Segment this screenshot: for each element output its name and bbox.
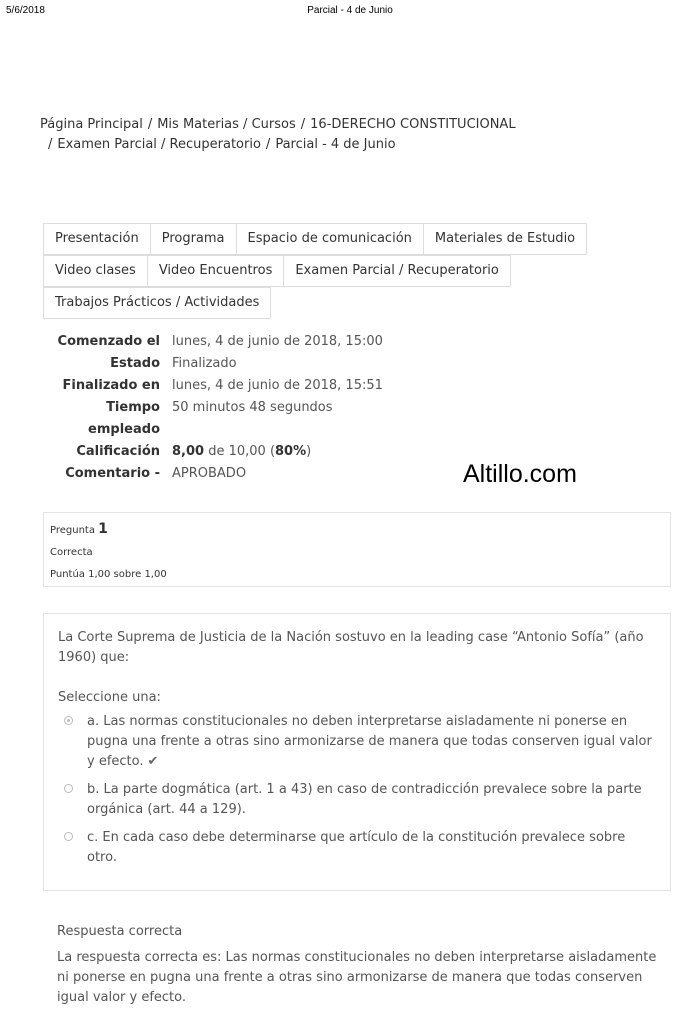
tab-examen[interactable]: Examen Parcial / Recuperatorio: [283, 255, 511, 287]
breadcrumb-courses[interactable]: Mis Materias / Cursos: [157, 117, 296, 132]
print-header: [0, 0, 700, 20]
tab-row: [43, 223, 643, 255]
grade-percent: 80%: [275, 444, 307, 459]
state-value: Finalizado: [172, 356, 237, 371]
breadcrumb: [40, 115, 560, 155]
question-score: Puntúa 1,00 sobre 1,00: [50, 569, 167, 580]
tab-row: [43, 255, 643, 287]
state-label: Estado: [110, 356, 160, 371]
time-label-line1: Tiempo: [106, 400, 160, 415]
course-tabs: [43, 223, 643, 319]
print-title: Parcial - 4 de Junio: [307, 5, 393, 16]
question-number-label: Pregunta: [50, 525, 95, 536]
tab-row: [43, 287, 643, 319]
comment-value: APROBADO: [172, 466, 247, 481]
check-icon: ✔: [147, 754, 159, 769]
watermark: Altillo.com: [463, 460, 577, 488]
tab-trabajos-practicos[interactable]: Trabajos Prácticos / Actividades: [43, 287, 271, 319]
answer-option[interactable]: [58, 712, 656, 772]
feedback-title: Respuesta correcta: [57, 924, 183, 939]
grade-mid: de 10,00 (: [204, 444, 276, 459]
answer-option[interactable]: [58, 780, 656, 820]
time-label-line2: empleado: [88, 422, 160, 437]
radio-unselected[interactable]: [64, 832, 73, 841]
radio-selected[interactable]: [64, 716, 73, 725]
breadcrumb-separator: /: [147, 117, 153, 132]
answer-prompt: Seleccione una:: [58, 690, 161, 705]
tab-espacio-comunicacion[interactable]: Espacio de comunicación: [236, 223, 423, 255]
breadcrumb-home[interactable]: Página Principal: [40, 117, 143, 132]
finished-label: Finalizado en: [62, 378, 160, 393]
breadcrumb-separator: /: [265, 137, 271, 152]
answer-option[interactable]: [58, 828, 656, 868]
answer-a-text: a. Las normas constitucionales no deben interpretarse aisladamente ni ponerse en pugna una frente a otras sino armonizarse de manera que todas conserven igual valor y efecto.: [87, 714, 652, 769]
tab-materiales[interactable]: Materiales de Estudio: [423, 223, 587, 255]
breadcrumb-separator: /: [48, 137, 53, 152]
question-content: [43, 613, 671, 891]
attempt-summary: [44, 331, 464, 485]
answer-b-text: b. La parte dogmática (art. 1 a 43) en caso de contradicción prevalece sobre la parte orgánica (art. 44 a 129).: [87, 782, 642, 817]
question-number-value: 1: [98, 521, 108, 537]
grade-value: [172, 441, 311, 463]
tab-video-clases[interactable]: Video clases: [43, 255, 147, 287]
comment-label: Comentario -: [65, 466, 160, 481]
breadcrumb-quiz[interactable]: Parcial - 4 de Junio: [275, 137, 396, 152]
radio-unselected[interactable]: [64, 784, 73, 793]
tab-programa[interactable]: Programa: [150, 223, 236, 255]
feedback-text: La respuesta correcta es: Las normas constitucionales no deben interpretarse aisladamente ni ponerse en pugna una frente a otras sino armonizarse de manera que todas conserven igual valor y efecto.: [57, 950, 657, 1005]
grade-end: ): [306, 444, 312, 459]
question-text: La Corte Suprema de Justicia de la Nación sostuvo en la leading case “Antonio Sofía” (año 1960) que:: [58, 630, 644, 665]
time-value: 50 minutos 48 segundos: [172, 400, 333, 415]
grade-score: 8,00: [172, 444, 205, 459]
finished-value: lunes, 4 de junio de 2018, 15:51: [172, 378, 383, 393]
grade-label: Calificación: [76, 444, 160, 459]
print-date: 5/6/2018: [6, 5, 45, 16]
breadcrumb-separator: /: [300, 117, 306, 132]
question-info: [43, 512, 671, 587]
started-label: Comenzado el: [57, 334, 160, 349]
breadcrumb-course[interactable]: 16-DERECHO CONSTITUCIONAL: [310, 117, 516, 132]
answer-c-text: c. En cada caso debe determinarse que artículo de la constitución prevalece sobre otro.: [87, 830, 626, 865]
question-number: [50, 518, 664, 542]
feedback: [57, 922, 657, 1008]
tab-presentacion[interactable]: Presentación: [43, 223, 150, 255]
question-state: Correcta: [50, 547, 93, 558]
answer-text: [87, 712, 656, 772]
tab-video-encuentros[interactable]: Video Encuentros: [147, 255, 284, 287]
time-label: [44, 397, 172, 441]
started-value: lunes, 4 de junio de 2018, 15:00: [172, 334, 383, 349]
breadcrumb-section[interactable]: Examen Parcial / Recuperatorio: [57, 137, 261, 152]
